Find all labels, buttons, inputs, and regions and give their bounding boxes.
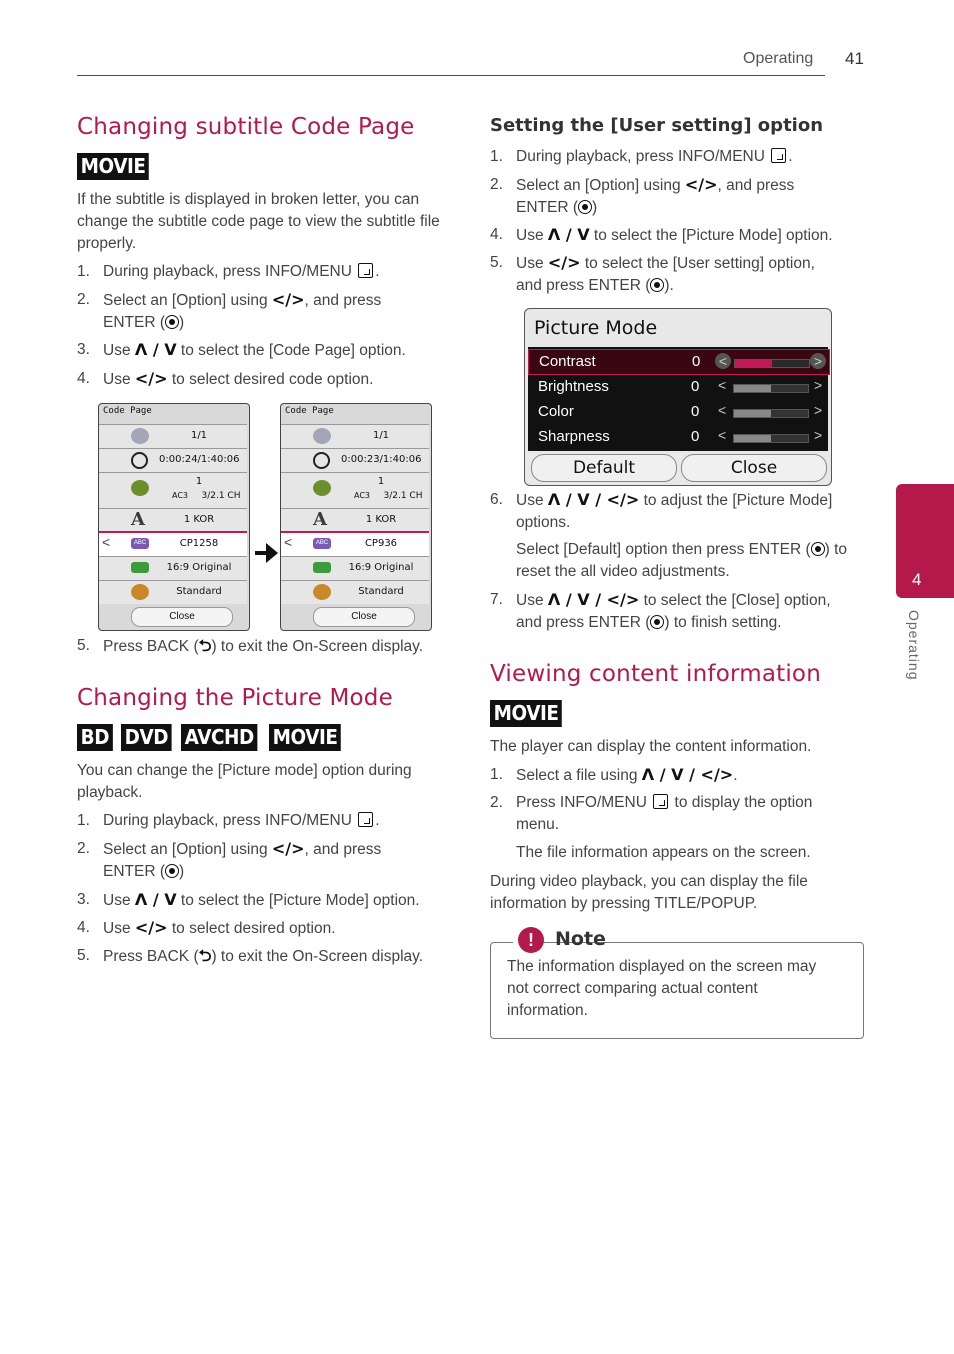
enter-icon [650, 278, 664, 292]
subsection-title-user-setting: Setting the [User setting] option [490, 115, 824, 136]
note-text: The information displayed on the screen may not correct comparing actual content information. [507, 958, 817, 1019]
info-menu-icon [771, 148, 786, 163]
enter-icon [165, 315, 179, 329]
chevron-right-icon[interactable]: > [810, 353, 826, 369]
section-title-subtitle-code: Changing subtitle Code Page [77, 114, 415, 140]
close-button[interactable]: Close [681, 454, 827, 482]
picture-setting-row[interactable]: Sharpness 0 < > [538, 427, 823, 445]
step: 2. Select an [Option] using </>, and press ENTER ( ) [77, 839, 382, 880]
chevron-right-icon[interactable]: > [814, 377, 823, 393]
note-label: Note [555, 928, 606, 950]
info-menu-icon [358, 263, 373, 278]
badge-row [77, 724, 353, 751]
step: 2. Select an [Option] using </>, and press ENTER ( ) [490, 175, 795, 216]
picture-setting-row[interactable]: Color 0 < > [538, 402, 823, 420]
exclamation-icon: ! [518, 927, 544, 953]
chevron-left-icon[interactable]: < [715, 353, 731, 369]
chevron-right-icon[interactable]: > [814, 427, 823, 443]
osd-title: Code Page [103, 406, 152, 416]
dialog-title: Picture Mode [534, 317, 658, 339]
badge-bd: BD [77, 724, 113, 751]
step: 2. Select an [Option] using </>, and press ENTER ( ) [77, 290, 382, 331]
badge-movie: MOVIE [77, 153, 149, 180]
osd-close-button[interactable]: Close [131, 607, 233, 627]
picture-mode-dialog [524, 308, 832, 486]
enter-icon [811, 542, 825, 556]
info-menu-icon [358, 812, 373, 827]
picture-icon [313, 584, 331, 600]
section-title-picture-mode: Changing the Picture Mode [77, 685, 393, 711]
picture-icon [131, 584, 149, 600]
info-menu-icon [653, 794, 668, 809]
enter-icon [165, 864, 179, 878]
osd-screen-after: Code Page 1/1 0:00:23/1:40:06 1 AC3 3/2.1 CH A 1 KOR < ABC CP936 16:9 Original Standard Close [280, 403, 432, 631]
enter-icon [578, 200, 592, 214]
intro-paragraph: If the subtitle is displayed in broken letter, you can change the subtitle code page to view the subtitle file properly. [77, 191, 440, 252]
step: 6. Use Λ / V / </> to adjust the [Picture Mode] options. [490, 490, 833, 531]
chapter-tab [896, 484, 954, 598]
section-title-viewing-info: Viewing content information [490, 661, 821, 687]
step: 5. Use </> to select the [User setting] option, and press ENTER ( ). [490, 253, 815, 294]
audio-icon [131, 480, 149, 496]
subtitle-icon: A [131, 509, 145, 530]
picture-setting-row[interactable]: Contrast 0 < > [528, 349, 830, 375]
chevron-left-icon: < [284, 534, 293, 550]
outro-paragraph: During video playback, you can display the file information by pressing TITLE/POPUP. [490, 873, 808, 912]
badge-dvd: DVD [121, 724, 172, 751]
intro-paragraph: The player can display the content information. [490, 738, 812, 755]
running-head-section: Operating [743, 50, 814, 67]
osd-title: Code Page [285, 406, 334, 416]
chevron-left-icon[interactable]: < [718, 402, 727, 418]
intro-paragraph: You can change the [Picture mode] option during playback. [77, 762, 412, 801]
code-page-icon: ABC [313, 538, 331, 549]
badge-row [77, 153, 160, 180]
arrow-right-icon [253, 540, 279, 566]
chapter-tab-label: Operating [906, 610, 922, 681]
chapter-number: 4 [912, 570, 922, 589]
chevron-left-icon: < [102, 534, 111, 550]
note-header [513, 926, 606, 954]
back-icon: ⮌ [198, 946, 212, 965]
badge-avchd: AVCHD [181, 724, 257, 751]
code-page-icon: ABC [131, 538, 149, 549]
step: 2. Press INFO/MENU to display the option menu. [490, 794, 813, 833]
picture-setting-row[interactable]: Brightness 0 < > [538, 377, 823, 395]
disc-icon [313, 428, 331, 444]
header-rule [77, 75, 825, 76]
subtitle-icon: A [313, 509, 327, 530]
chevron-left-icon[interactable]: < [718, 377, 727, 393]
default-button[interactable]: Default [531, 454, 677, 482]
badge-row [490, 700, 573, 727]
chevron-left-icon[interactable]: < [718, 427, 727, 443]
badge-movie: MOVIE [269, 724, 341, 751]
audio-icon [313, 480, 331, 496]
clock-icon [131, 452, 148, 469]
step-note: Select [Default] option then press ENTER ( ) to reset the all video adjustments. [516, 541, 848, 580]
disc-icon [131, 428, 149, 444]
badge-movie: MOVIE [490, 700, 562, 727]
osd-screen-before: Code Page 1/1 0:00:24/1:40:06 1 AC3 3/2.1 CH A 1 KOR < ABC CP1258 16:9 Original Standard Close [98, 403, 250, 631]
enter-icon [650, 615, 664, 629]
back-icon: ⮌ [198, 636, 212, 655]
chevron-right-icon[interactable]: > [814, 402, 823, 418]
arrow-keys: </> [271, 290, 305, 309]
aspect-icon [313, 562, 331, 573]
aspect-icon [131, 562, 149, 573]
osd-close-button[interactable]: Close [313, 607, 415, 627]
clock-icon [313, 452, 330, 469]
page-number: 41 [845, 49, 864, 68]
step: 7. Use Λ / V / </> to select the [Close] option, and press ENTER ( ) to finish setting. [490, 590, 831, 631]
